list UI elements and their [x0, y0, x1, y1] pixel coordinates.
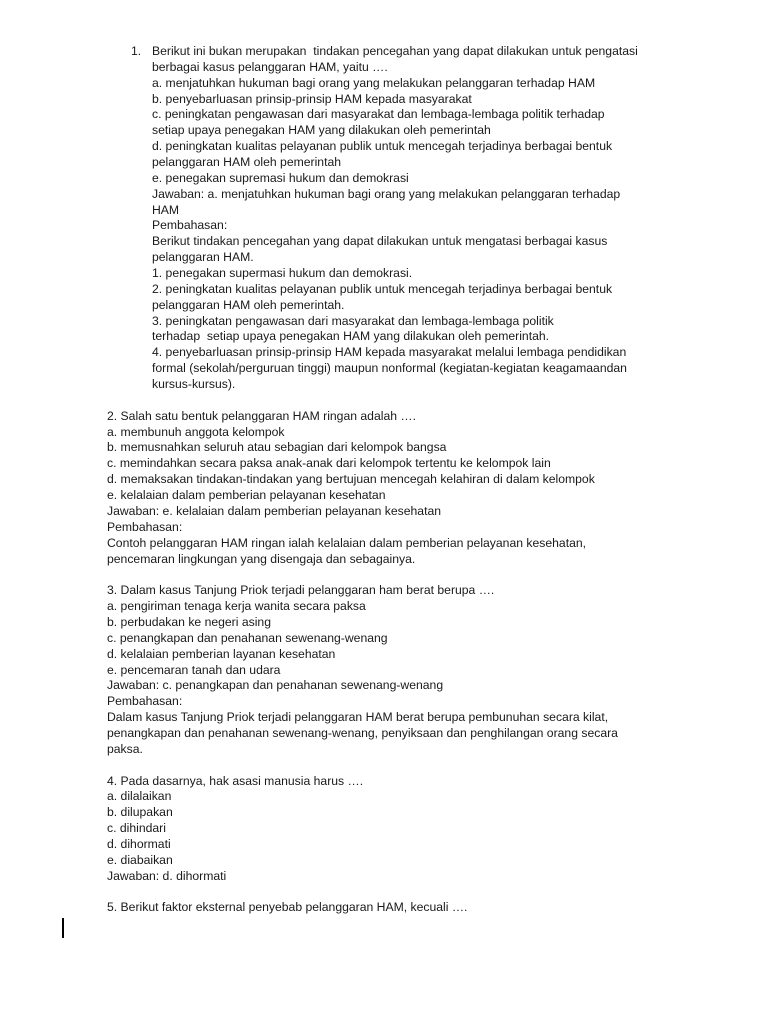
question-3: [107, 583, 707, 757]
question-2: [107, 409, 707, 568]
text-cursor: [62, 918, 64, 938]
text-line: paksa.: [107, 741, 143, 756]
text-line: formal (sekolah/perguruan tinggi) maupun nonformal (kegiatan-kegiatan keagamaandan: [152, 361, 627, 376]
text-line: Dalam kasus Tanjung Priok terjadi pelanggaran HAM berat berupa pembunuhan secara kilat,: [107, 710, 609, 725]
text-line: d. kelalaian pemberian layanan kesehatan: [107, 646, 336, 661]
question-number: 1.: [131, 44, 142, 58]
text-line: pelanggaran HAM oleh pemerintah.: [152, 297, 345, 312]
text-line: c. penangkapan dan penahanan sewenang-wenang: [107, 630, 388, 645]
text-line: HAM: [152, 202, 180, 217]
text-line: a. membunuh anggota kelompok: [107, 424, 285, 439]
text-line: berbagai kasus pelanggaran HAM, yaitu ….: [152, 59, 388, 74]
text-line: 1. penegakan supermasi hukum dan demokrasi.: [152, 266, 413, 281]
text-line: Jawaban: d. dihormati: [107, 868, 227, 883]
text-line: e. kelalaian dalam pemberian pelayanan kesehatan: [107, 488, 386, 503]
text-line: d. dihormati: [107, 836, 171, 851]
text-line: 2. peningkatan kualitas pelayanan publik untuk mencegah terjadinya berbagai bentuk: [152, 281, 613, 296]
text-line: a. dilalaikan: [107, 789, 172, 804]
text-line: Jawaban: c. penangkapan dan penahanan sewenang-wenang: [107, 678, 444, 693]
blank-line: [107, 567, 707, 583]
text-line: Jawaban: e. kelalaian dalam pemberian pelayanan kesehatan: [107, 503, 442, 518]
text-line: kursus-kursus).: [152, 377, 236, 392]
blank-line: [107, 885, 707, 901]
text-line: pelanggaran HAM.: [152, 250, 254, 265]
text-line: 3. peningkatan pengawasan dari masyarakat dan lembaga-lembaga politik: [152, 313, 554, 328]
text-line: Contoh pelanggaran HAM ringan ialah kelalaian dalam pemberian pelayanan kesehatan,: [107, 535, 587, 550]
text-line: a. menjatuhkan hukuman bagi orang yang melakukan pelanggaran terhadap HAM: [152, 75, 596, 90]
blank-line: [107, 393, 707, 409]
text-line: b. perbudakan ke negeri asing: [107, 614, 271, 629]
text-line: Berikut tindakan pencegahan yang dapat dilakukan untuk mengatasi berbagai kasus: [152, 234, 608, 249]
text-line: e. diabaikan: [107, 852, 173, 867]
text-line: b. dilupakan: [107, 805, 173, 820]
question-5: [107, 900, 707, 916]
question-1: [107, 44, 707, 393]
text-line: Pembahasan:: [107, 519, 183, 534]
blank-line: [107, 758, 707, 774]
document-body: [107, 44, 707, 916]
text-line: terhadap setiap upaya penegakan HAM yang dilakukan oleh pemerintah.: [152, 329, 550, 344]
text-line: setiap upaya penegakan HAM yang dilakukan oleh pemerintah: [152, 123, 491, 138]
text-line: 2. Salah satu bentuk pelanggaran HAM ringan adalah ….: [107, 408, 416, 423]
text-line: 3. Dalam kasus Tanjung Priok terjadi pelanggaran ham berat berupa ….: [107, 583, 495, 598]
text-line: Berikut ini bukan merupakan tindakan pencegahan yang dapat dilakukan untuk pengatasi: [152, 44, 638, 58]
text-line: e. pencemaran tanah dan udara: [107, 662, 281, 677]
text-line: 4. Pada dasarnya, hak asasi manusia harus ….: [107, 773, 364, 788]
text-line: Jawaban: a. menjatuhkan hukuman bagi orang yang melakukan pelanggaran terhadap: [152, 186, 621, 201]
text-line: d. memaksakan tindakan-tindakan yang bertujuan mencegah kelahiran di dalam kelompok: [107, 472, 595, 487]
text-line: c. dihindari: [107, 821, 166, 836]
text-line: penangkapan dan penahanan sewenang-wenang, penyiksaan dan penghilangan orang secara: [107, 725, 618, 740]
question-4: [107, 774, 707, 885]
text-line: pelanggaran HAM oleh pemerintah: [152, 155, 342, 170]
text-line: e. penegakan supremasi hukum dan demokrasi: [152, 170, 409, 185]
text-line: b. memusnahkan seluruh atau sebagian dari kelompok bangsa: [107, 440, 447, 455]
text-line: c. peningkatan pengawasan dari masyarakat dan lembaga-lembaga politik terhadap: [152, 107, 605, 122]
text-line: 5. Berikut faktor eksternal penyebab pelanggaran HAM, kecuali ….: [107, 900, 468, 915]
text-line: d. peningkatan kualitas pelayanan publik untuk mencegah terjadinya berbagai bentuk: [152, 139, 613, 154]
text-line: Pembahasan:: [107, 694, 183, 709]
text-line: Pembahasan:: [152, 218, 228, 233]
text-line: a. pengiriman tenaga kerja wanita secara paksa: [107, 599, 366, 614]
text-line: b. penyebarluasan prinsip-prinsip HAM kepada masyarakat: [152, 91, 472, 106]
text-line: 4. penyebarluasan prinsip-prinsip HAM kepada masyarakat melalui lembaga pendidikan: [152, 345, 627, 360]
text-line: c. memindahkan secara paksa anak-anak dari kelompok tertentu ke kelompok lain: [107, 456, 551, 471]
text-line: pencemaran lingkungan yang disengaja dan sebagainya.: [107, 551, 416, 566]
